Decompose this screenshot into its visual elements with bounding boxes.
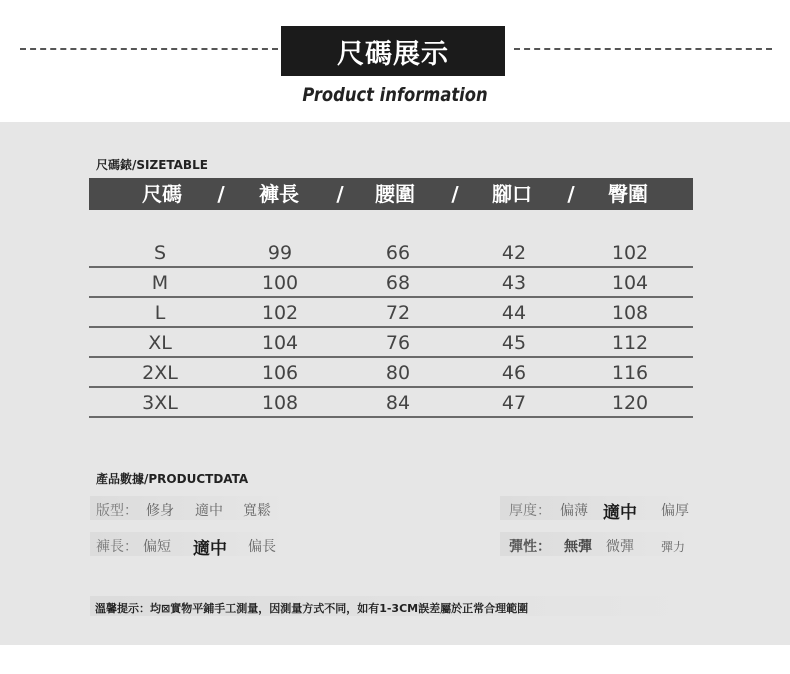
col-header-leg-opening: 腳口 bbox=[492, 182, 532, 206]
cell-size: 2XL bbox=[142, 362, 178, 384]
cell-size: L bbox=[154, 302, 166, 324]
header-dashed-line-left bbox=[20, 48, 278, 50]
elasticity-option-slight: 微彈 bbox=[606, 539, 634, 555]
size-table-caption: 尺碼錶/SIZETABLE bbox=[96, 158, 208, 172]
size-table-header bbox=[89, 178, 693, 210]
cell-waist: 84 bbox=[385, 392, 411, 414]
measurement-note: 溫馨提示：均⊠實物平鋪手工測量，因測量方式不同，如有1-3CM誤差屬於正常合理範圍 bbox=[95, 602, 529, 615]
cell-hip: 102 bbox=[611, 242, 649, 264]
cell-leg-opening: 45 bbox=[501, 332, 527, 354]
cell-leg-opening: 46 bbox=[501, 362, 527, 384]
fit-label: 版型： bbox=[96, 503, 138, 519]
cell-leg-opening: 43 bbox=[501, 272, 527, 294]
thickness-option-thick: 偏厚 bbox=[661, 503, 689, 519]
thickness-option-medium-selected: 適中 bbox=[603, 503, 637, 523]
cell-leg-opening: 44 bbox=[501, 302, 527, 324]
cell-length: 108 bbox=[261, 392, 299, 414]
cell-waist: 76 bbox=[385, 332, 411, 354]
cell-size: XL bbox=[148, 332, 172, 354]
cell-length: 104 bbox=[261, 332, 299, 354]
cell-length: 99 bbox=[267, 242, 293, 264]
cell-leg-opening: 42 bbox=[501, 242, 527, 264]
fit-option-slim: 修身 bbox=[146, 503, 174, 519]
cell-hip: 116 bbox=[611, 362, 649, 384]
length-label: 褲長： bbox=[96, 539, 138, 555]
fit-option-loose: 寬鬆 bbox=[243, 503, 271, 519]
elasticity-option-none-selected: 無彈 bbox=[564, 539, 592, 555]
cell-hip: 108 bbox=[611, 302, 649, 324]
cell-waist: 66 bbox=[385, 242, 411, 264]
cell-hip: 120 bbox=[611, 392, 649, 414]
cell-waist: 80 bbox=[385, 362, 411, 384]
cell-waist: 72 bbox=[385, 302, 411, 324]
header-subtitle: Product information bbox=[302, 84, 488, 106]
cell-length: 102 bbox=[261, 302, 299, 324]
col-header-waist: 腰圍 bbox=[375, 182, 415, 206]
elasticity-label: 彈性： bbox=[509, 539, 551, 555]
length-option-long: 偏長 bbox=[248, 539, 276, 555]
col-header-length: 褲長 bbox=[259, 182, 299, 206]
table-row bbox=[89, 358, 693, 388]
table-row bbox=[89, 298, 693, 328]
length-option-medium-selected: 適中 bbox=[193, 539, 227, 559]
cell-hip: 112 bbox=[611, 332, 649, 354]
header-dashed-line-right bbox=[514, 48, 772, 50]
header-title: 尺碼展示 bbox=[281, 26, 505, 76]
fit-option-medium: 適中 bbox=[195, 503, 223, 519]
elasticity-option-stretch: 彈力 bbox=[661, 540, 686, 554]
product-data-caption: 產品數據/PRODUCTDATA bbox=[96, 472, 249, 486]
thickness-option-thin: 偏薄 bbox=[560, 503, 588, 519]
thickness-label: 厚度： bbox=[509, 503, 551, 519]
col-separator: / bbox=[567, 182, 575, 206]
cell-size: S bbox=[153, 242, 167, 264]
table-row bbox=[89, 268, 693, 298]
table-row bbox=[89, 388, 693, 418]
cell-length: 106 bbox=[261, 362, 299, 384]
cell-leg-opening: 47 bbox=[501, 392, 527, 414]
cell-size: M bbox=[151, 272, 169, 294]
cell-waist: 68 bbox=[385, 272, 411, 294]
length-option-short: 偏短 bbox=[143, 539, 171, 555]
col-separator: / bbox=[336, 182, 344, 206]
col-header-size: 尺碼 bbox=[142, 182, 182, 206]
cell-size: 3XL bbox=[142, 392, 178, 414]
table-row bbox=[89, 238, 693, 268]
col-separator: / bbox=[217, 182, 225, 206]
size-table bbox=[89, 238, 693, 418]
cell-length: 100 bbox=[261, 272, 299, 294]
col-separator: / bbox=[451, 182, 459, 206]
col-header-hip: 臀圍 bbox=[608, 182, 648, 206]
table-row bbox=[89, 328, 693, 358]
cell-hip: 104 bbox=[611, 272, 649, 294]
